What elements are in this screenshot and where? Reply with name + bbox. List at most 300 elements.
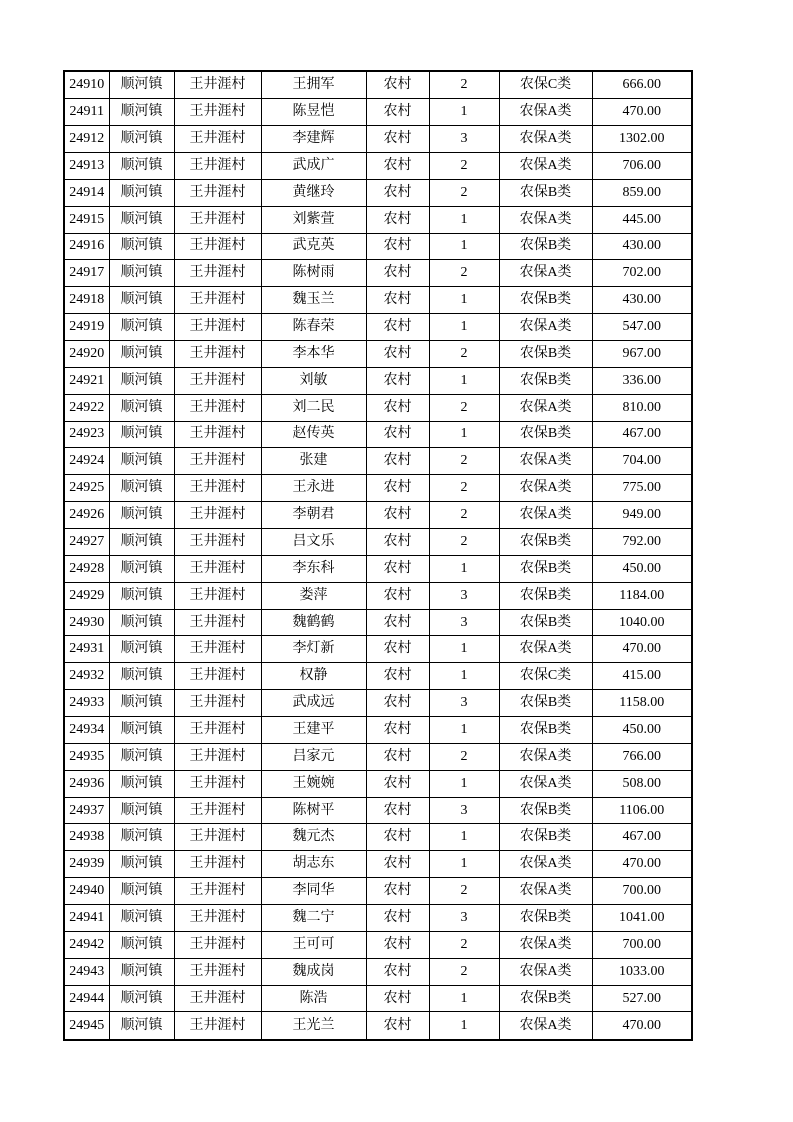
cell-town: 顺河镇	[109, 206, 174, 233]
cell-person-count: 1	[429, 287, 499, 314]
table-row	[64, 394, 692, 421]
table-row	[64, 609, 692, 636]
cell-village: 王井涯村	[174, 878, 261, 905]
cell-residence-type: 农村	[366, 690, 429, 717]
cell-person-name: 娄萍	[261, 582, 366, 609]
cell-serial-number: 24928	[64, 555, 109, 582]
cell-village: 王井涯村	[174, 1012, 261, 1040]
cell-person-count: 1	[429, 555, 499, 582]
cell-residence-type: 农村	[366, 770, 429, 797]
cell-insurance-category: 农保B类	[499, 287, 592, 314]
cell-serial-number: 24910	[64, 71, 109, 99]
cell-serial-number: 24945	[64, 1012, 109, 1040]
table-row	[64, 931, 692, 958]
cell-amount: 810.00	[592, 394, 692, 421]
cell-person-count: 2	[429, 743, 499, 770]
table-row	[64, 582, 692, 609]
cell-amount: 792.00	[592, 529, 692, 556]
cell-person-name: 陈春荣	[261, 314, 366, 341]
cell-residence-type: 农村	[366, 985, 429, 1012]
cell-residence-type: 农村	[366, 475, 429, 502]
cell-person-name: 魏玉兰	[261, 287, 366, 314]
cell-person-name: 刘二民	[261, 394, 366, 421]
cell-person-name: 王可可	[261, 931, 366, 958]
table-row	[64, 71, 692, 99]
table-row	[64, 905, 692, 932]
cell-town: 顺河镇	[109, 287, 174, 314]
cell-person-count: 2	[429, 475, 499, 502]
cell-person-count: 2	[429, 502, 499, 529]
cell-village: 王井涯村	[174, 905, 261, 932]
cell-serial-number: 24935	[64, 743, 109, 770]
cell-insurance-category: 农保A类	[499, 99, 592, 126]
cell-insurance-category: 农保B类	[499, 690, 592, 717]
cell-residence-type: 农村	[366, 71, 429, 99]
cell-residence-type: 农村	[366, 717, 429, 744]
cell-serial-number: 24933	[64, 690, 109, 717]
cell-person-count: 2	[429, 448, 499, 475]
cell-village: 王井涯村	[174, 260, 261, 287]
cell-village: 王井涯村	[174, 421, 261, 448]
cell-insurance-category: 农保A类	[499, 260, 592, 287]
cell-residence-type: 农村	[366, 152, 429, 179]
cell-town: 顺河镇	[109, 905, 174, 932]
cell-serial-number: 24934	[64, 717, 109, 744]
cell-residence-type: 农村	[366, 126, 429, 153]
cell-amount: 1033.00	[592, 958, 692, 985]
cell-town: 顺河镇	[109, 448, 174, 475]
cell-residence-type: 农村	[366, 340, 429, 367]
cell-residence-type: 农村	[366, 743, 429, 770]
cell-person-name: 王拥军	[261, 71, 366, 99]
table-row	[64, 529, 692, 556]
cell-insurance-category: 农保B类	[499, 609, 592, 636]
cell-person-name: 魏鹤鹤	[261, 609, 366, 636]
cell-serial-number: 24912	[64, 126, 109, 153]
table-row	[64, 502, 692, 529]
cell-serial-number: 24940	[64, 878, 109, 905]
cell-serial-number: 24918	[64, 287, 109, 314]
cell-serial-number: 24914	[64, 179, 109, 206]
cell-person-name: 李同华	[261, 878, 366, 905]
table-row	[64, 770, 692, 797]
cell-amount: 1184.00	[592, 582, 692, 609]
cell-residence-type: 农村	[366, 502, 429, 529]
cell-amount: 445.00	[592, 206, 692, 233]
cell-town: 顺河镇	[109, 475, 174, 502]
cell-person-count: 1	[429, 206, 499, 233]
cell-town: 顺河镇	[109, 394, 174, 421]
cell-amount: 1041.00	[592, 905, 692, 932]
cell-town: 顺河镇	[109, 797, 174, 824]
table-row	[64, 985, 692, 1012]
cell-town: 顺河镇	[109, 179, 174, 206]
cell-village: 王井涯村	[174, 743, 261, 770]
cell-town: 顺河镇	[109, 931, 174, 958]
cell-town: 顺河镇	[109, 260, 174, 287]
cell-town: 顺河镇	[109, 340, 174, 367]
cell-person-count: 3	[429, 905, 499, 932]
cell-person-name: 魏元杰	[261, 824, 366, 851]
cell-person-name: 赵传英	[261, 421, 366, 448]
cell-serial-number: 24924	[64, 448, 109, 475]
cell-residence-type: 农村	[366, 878, 429, 905]
cell-insurance-category: 农保B类	[499, 367, 592, 394]
cell-insurance-category: 农保B类	[499, 985, 592, 1012]
cell-amount: 470.00	[592, 99, 692, 126]
cell-amount: 706.00	[592, 152, 692, 179]
cell-person-name: 王永进	[261, 475, 366, 502]
cell-amount: 470.00	[592, 851, 692, 878]
cell-person-name: 李本华	[261, 340, 366, 367]
cell-serial-number: 24931	[64, 636, 109, 663]
cell-village: 王井涯村	[174, 475, 261, 502]
cell-insurance-category: 农保A类	[499, 126, 592, 153]
cell-person-count: 2	[429, 260, 499, 287]
cell-person-name: 张建	[261, 448, 366, 475]
cell-amount: 470.00	[592, 1012, 692, 1040]
cell-village: 王井涯村	[174, 824, 261, 851]
cell-person-count: 1	[429, 367, 499, 394]
cell-town: 顺河镇	[109, 126, 174, 153]
cell-insurance-category: 农保A类	[499, 878, 592, 905]
cell-insurance-category: 农保B类	[499, 179, 592, 206]
cell-residence-type: 农村	[366, 797, 429, 824]
cell-residence-type: 农村	[366, 394, 429, 421]
table-row	[64, 260, 692, 287]
cell-town: 顺河镇	[109, 985, 174, 1012]
cell-amount: 336.00	[592, 367, 692, 394]
cell-serial-number: 24922	[64, 394, 109, 421]
cell-amount: 450.00	[592, 555, 692, 582]
cell-serial-number: 24917	[64, 260, 109, 287]
cell-residence-type: 农村	[366, 99, 429, 126]
cell-person-count: 2	[429, 931, 499, 958]
cell-town: 顺河镇	[109, 663, 174, 690]
cell-insurance-category: 农保B类	[499, 905, 592, 932]
cell-person-name: 李东科	[261, 555, 366, 582]
cell-residence-type: 农村	[366, 958, 429, 985]
cell-amount: 547.00	[592, 314, 692, 341]
cell-person-name: 李灯新	[261, 636, 366, 663]
cell-village: 王井涯村	[174, 636, 261, 663]
cell-village: 王井涯村	[174, 690, 261, 717]
cell-village: 王井涯村	[174, 797, 261, 824]
cell-residence-type: 农村	[366, 448, 429, 475]
cell-insurance-category: 农保B类	[499, 824, 592, 851]
table-row	[64, 340, 692, 367]
cell-residence-type: 农村	[366, 905, 429, 932]
cell-person-count: 2	[429, 394, 499, 421]
cell-serial-number: 24943	[64, 958, 109, 985]
cell-amount: 666.00	[592, 71, 692, 99]
cell-insurance-category: 农保A类	[499, 636, 592, 663]
cell-town: 顺河镇	[109, 824, 174, 851]
cell-town: 顺河镇	[109, 421, 174, 448]
cell-person-count: 3	[429, 609, 499, 636]
cell-village: 王井涯村	[174, 179, 261, 206]
cell-person-count: 1	[429, 824, 499, 851]
table-row	[64, 233, 692, 260]
cell-person-count: 1	[429, 233, 499, 260]
cell-person-name: 陈浩	[261, 985, 366, 1012]
cell-town: 顺河镇	[109, 582, 174, 609]
cell-village: 王井涯村	[174, 287, 261, 314]
cell-residence-type: 农村	[366, 609, 429, 636]
cell-village: 王井涯村	[174, 770, 261, 797]
cell-town: 顺河镇	[109, 770, 174, 797]
cell-person-count: 1	[429, 770, 499, 797]
table-row	[64, 636, 692, 663]
cell-insurance-category: 农保A类	[499, 152, 592, 179]
cell-amount: 415.00	[592, 663, 692, 690]
cell-residence-type: 农村	[366, 260, 429, 287]
cell-person-name: 吕家元	[261, 743, 366, 770]
cell-amount: 700.00	[592, 878, 692, 905]
cell-village: 王井涯村	[174, 314, 261, 341]
cell-village: 王井涯村	[174, 71, 261, 99]
cell-insurance-category: 农保B类	[499, 582, 592, 609]
cell-insurance-category: 农保B类	[499, 797, 592, 824]
cell-residence-type: 农村	[366, 555, 429, 582]
cell-person-name: 黄继玲	[261, 179, 366, 206]
table-row	[64, 448, 692, 475]
cell-amount: 967.00	[592, 340, 692, 367]
cell-person-name: 陈树雨	[261, 260, 366, 287]
cell-person-count: 2	[429, 71, 499, 99]
cell-person-count: 2	[429, 878, 499, 905]
cell-village: 王井涯村	[174, 502, 261, 529]
cell-insurance-category: 农保A类	[499, 314, 592, 341]
cell-residence-type: 农村	[366, 233, 429, 260]
cell-amount: 467.00	[592, 824, 692, 851]
cell-person-count: 3	[429, 797, 499, 824]
cell-town: 顺河镇	[109, 958, 174, 985]
cell-village: 王井涯村	[174, 206, 261, 233]
cell-town: 顺河镇	[109, 878, 174, 905]
cell-amount: 470.00	[592, 636, 692, 663]
cell-serial-number: 24926	[64, 502, 109, 529]
table-row	[64, 179, 692, 206]
cell-town: 顺河镇	[109, 743, 174, 770]
cell-insurance-category: 农保A类	[499, 475, 592, 502]
table-row	[64, 663, 692, 690]
cell-residence-type: 农村	[366, 367, 429, 394]
cell-amount: 430.00	[592, 233, 692, 260]
cell-person-name: 武成远	[261, 690, 366, 717]
cell-person-count: 1	[429, 421, 499, 448]
cell-village: 王井涯村	[174, 394, 261, 421]
cell-serial-number: 24930	[64, 609, 109, 636]
cell-amount: 1158.00	[592, 690, 692, 717]
cell-person-count: 3	[429, 126, 499, 153]
cell-residence-type: 农村	[366, 582, 429, 609]
cell-serial-number: 24913	[64, 152, 109, 179]
cell-serial-number: 24929	[64, 582, 109, 609]
cell-person-name: 胡志东	[261, 851, 366, 878]
cell-insurance-category: 农保B类	[499, 717, 592, 744]
cell-amount: 467.00	[592, 421, 692, 448]
cell-town: 顺河镇	[109, 555, 174, 582]
cell-insurance-category: 农保A类	[499, 743, 592, 770]
roster-table-body	[64, 71, 692, 1040]
table-row	[64, 555, 692, 582]
cell-serial-number: 24937	[64, 797, 109, 824]
cell-town: 顺河镇	[109, 99, 174, 126]
cell-residence-type: 农村	[366, 421, 429, 448]
cell-person-name: 武成广	[261, 152, 366, 179]
cell-person-name: 吕文乐	[261, 529, 366, 556]
cell-residence-type: 农村	[366, 287, 429, 314]
cell-residence-type: 农村	[366, 206, 429, 233]
cell-village: 王井涯村	[174, 582, 261, 609]
cell-person-count: 2	[429, 958, 499, 985]
cell-village: 王井涯村	[174, 851, 261, 878]
cell-village: 王井涯村	[174, 555, 261, 582]
cell-person-name: 权静	[261, 663, 366, 690]
cell-insurance-category: 农保B类	[499, 340, 592, 367]
cell-insurance-category: 农保A类	[499, 958, 592, 985]
table-row	[64, 206, 692, 233]
cell-person-count: 1	[429, 99, 499, 126]
cell-person-count: 1	[429, 1012, 499, 1040]
cell-serial-number: 24915	[64, 206, 109, 233]
table-row	[64, 367, 692, 394]
table-row	[64, 717, 692, 744]
cell-village: 王井涯村	[174, 931, 261, 958]
table-row	[64, 475, 692, 502]
cell-person-count: 1	[429, 636, 499, 663]
cell-person-name: 王光兰	[261, 1012, 366, 1040]
cell-amount: 508.00	[592, 770, 692, 797]
cell-amount: 859.00	[592, 179, 692, 206]
cell-serial-number: 24919	[64, 314, 109, 341]
cell-residence-type: 农村	[366, 1012, 429, 1040]
cell-serial-number: 24942	[64, 931, 109, 958]
cell-person-count: 3	[429, 690, 499, 717]
cell-town: 顺河镇	[109, 233, 174, 260]
cell-person-count: 1	[429, 663, 499, 690]
cell-insurance-category: 农保A类	[499, 1012, 592, 1040]
cell-village: 王井涯村	[174, 152, 261, 179]
cell-insurance-category: 农保B类	[499, 421, 592, 448]
cell-town: 顺河镇	[109, 71, 174, 99]
cell-village: 王井涯村	[174, 985, 261, 1012]
cell-insurance-category: 农保A类	[499, 770, 592, 797]
cell-residence-type: 农村	[366, 636, 429, 663]
cell-person-name: 王婉婉	[261, 770, 366, 797]
cell-serial-number: 24927	[64, 529, 109, 556]
cell-insurance-category: 农保A类	[499, 931, 592, 958]
cell-serial-number: 24925	[64, 475, 109, 502]
cell-person-name: 陈树平	[261, 797, 366, 824]
cell-amount: 704.00	[592, 448, 692, 475]
cell-amount: 766.00	[592, 743, 692, 770]
cell-village: 王井涯村	[174, 340, 261, 367]
cell-person-name: 李朝君	[261, 502, 366, 529]
cell-village: 王井涯村	[174, 609, 261, 636]
cell-village: 王井涯村	[174, 233, 261, 260]
cell-serial-number: 24944	[64, 985, 109, 1012]
table-row	[64, 421, 692, 448]
cell-amount: 949.00	[592, 502, 692, 529]
cell-residence-type: 农村	[366, 179, 429, 206]
cell-village: 王井涯村	[174, 367, 261, 394]
cell-village: 王井涯村	[174, 99, 261, 126]
cell-town: 顺河镇	[109, 609, 174, 636]
roster-table	[63, 70, 693, 1041]
cell-village: 王井涯村	[174, 126, 261, 153]
cell-insurance-category: 农保C类	[499, 663, 592, 690]
cell-person-name: 魏成岗	[261, 958, 366, 985]
cell-village: 王井涯村	[174, 529, 261, 556]
cell-amount: 1106.00	[592, 797, 692, 824]
cell-village: 王井涯村	[174, 958, 261, 985]
cell-town: 顺河镇	[109, 502, 174, 529]
cell-town: 顺河镇	[109, 717, 174, 744]
cell-village: 王井涯村	[174, 717, 261, 744]
cell-person-name: 王建平	[261, 717, 366, 744]
cell-insurance-category: 农保B类	[499, 529, 592, 556]
cell-village: 王井涯村	[174, 663, 261, 690]
cell-person-count: 2	[429, 529, 499, 556]
cell-person-name: 武克英	[261, 233, 366, 260]
cell-person-name: 魏二宁	[261, 905, 366, 932]
cell-town: 顺河镇	[109, 314, 174, 341]
cell-amount: 430.00	[592, 287, 692, 314]
cell-insurance-category: 农保A类	[499, 502, 592, 529]
table-row	[64, 314, 692, 341]
cell-amount: 702.00	[592, 260, 692, 287]
cell-serial-number: 24932	[64, 663, 109, 690]
cell-person-count: 3	[429, 582, 499, 609]
cell-town: 顺河镇	[109, 636, 174, 663]
table-row	[64, 287, 692, 314]
cell-insurance-category: 农保B类	[499, 555, 592, 582]
cell-town: 顺河镇	[109, 851, 174, 878]
table-row	[64, 958, 692, 985]
cell-residence-type: 农村	[366, 314, 429, 341]
table-row	[64, 1012, 692, 1040]
cell-person-count: 2	[429, 340, 499, 367]
cell-serial-number: 24936	[64, 770, 109, 797]
table-row	[64, 690, 692, 717]
cell-residence-type: 农村	[366, 663, 429, 690]
cell-serial-number: 24921	[64, 367, 109, 394]
cell-residence-type: 农村	[366, 824, 429, 851]
cell-village: 王井涯村	[174, 448, 261, 475]
table-row	[64, 878, 692, 905]
cell-serial-number: 24920	[64, 340, 109, 367]
cell-serial-number: 24941	[64, 905, 109, 932]
cell-insurance-category: 农保A类	[499, 206, 592, 233]
cell-serial-number: 24939	[64, 851, 109, 878]
table-row	[64, 824, 692, 851]
table-row	[64, 99, 692, 126]
cell-person-count: 1	[429, 717, 499, 744]
cell-amount: 700.00	[592, 931, 692, 958]
cell-serial-number: 24923	[64, 421, 109, 448]
cell-person-name: 刘紫萱	[261, 206, 366, 233]
cell-residence-type: 农村	[366, 851, 429, 878]
cell-town: 顺河镇	[109, 367, 174, 394]
cell-person-count: 2	[429, 152, 499, 179]
cell-town: 顺河镇	[109, 529, 174, 556]
cell-town: 顺河镇	[109, 1012, 174, 1040]
cell-serial-number: 24938	[64, 824, 109, 851]
cell-insurance-category: 农保A类	[499, 448, 592, 475]
table-row	[64, 797, 692, 824]
